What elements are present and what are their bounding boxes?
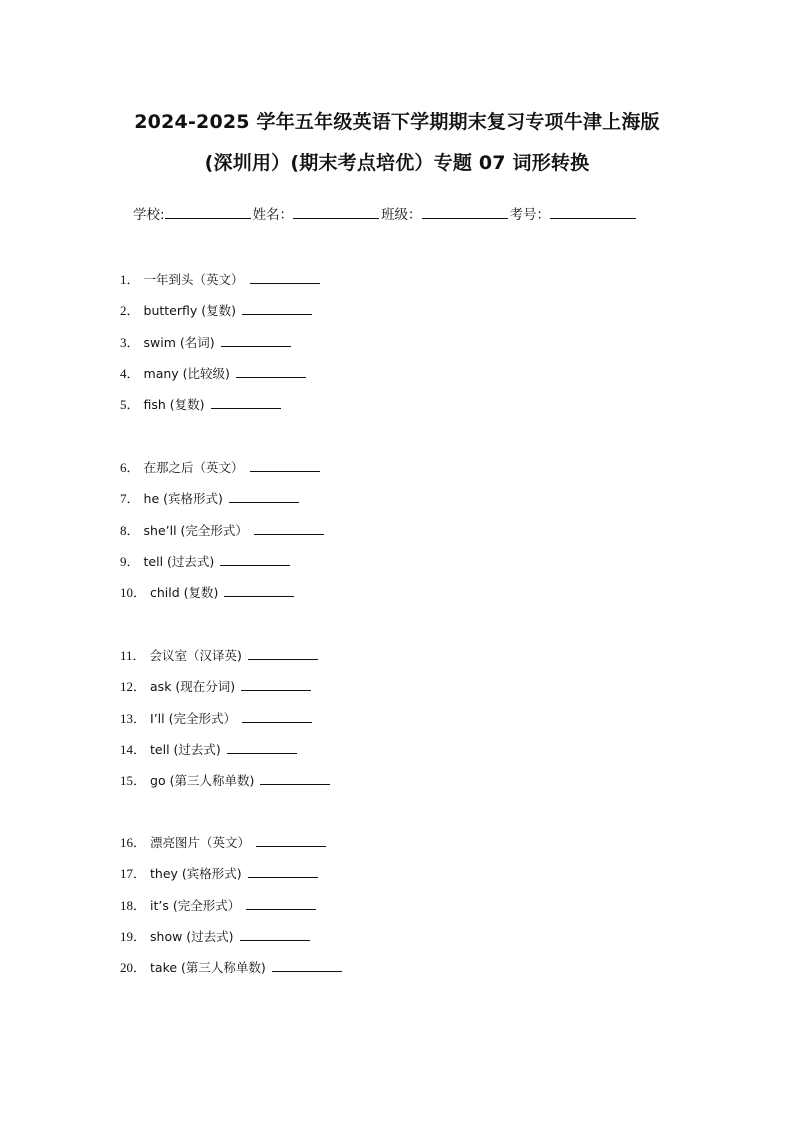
name-field bbox=[253, 203, 382, 223]
question-number: 17． bbox=[120, 866, 147, 882]
question-prompt: many (比较级) bbox=[143, 365, 230, 381]
question-prompt: show (过去式) bbox=[150, 928, 234, 944]
class-label: 班级： bbox=[381, 207, 422, 223]
question-prompt: butterfly (复数) bbox=[143, 303, 237, 319]
question-item bbox=[120, 957, 342, 976]
question-number: 5． bbox=[120, 397, 140, 413]
exam-number-field bbox=[510, 203, 639, 223]
question-prompt: 在那之后（英文） bbox=[143, 460, 244, 475]
question-number: 4． bbox=[120, 365, 140, 381]
page-title-line-2: (深圳用）(期末考点培优）专题 07 词形转换 bbox=[204, 152, 590, 174]
school-field bbox=[133, 203, 253, 223]
question-item bbox=[120, 645, 318, 664]
question-prompt: tell (过去式) bbox=[143, 553, 215, 569]
name-label: 姓名： bbox=[252, 207, 294, 223]
answer-blank[interactable] bbox=[229, 492, 299, 503]
question-prompt: they (宾格形式) bbox=[150, 866, 242, 882]
question-number: 19． bbox=[120, 928, 147, 944]
question-item bbox=[120, 457, 320, 476]
answer-blank[interactable] bbox=[242, 304, 312, 315]
answer-blank[interactable] bbox=[248, 867, 318, 878]
question-item bbox=[120, 895, 316, 914]
question-prompt: I’ll (完全形式） bbox=[150, 710, 236, 726]
answer-blank[interactable] bbox=[242, 712, 312, 723]
question-prompt: tell (过去式) bbox=[150, 741, 221, 757]
question-prompt: it’s (完全形式） bbox=[150, 897, 241, 913]
question-item bbox=[120, 300, 312, 319]
answer-blank[interactable] bbox=[254, 524, 324, 535]
answer-blank[interactable] bbox=[246, 899, 316, 910]
question-item bbox=[120, 488, 299, 507]
school-label: 学校: bbox=[133, 207, 165, 223]
question-number: 13． bbox=[120, 710, 147, 726]
question-item bbox=[120, 770, 330, 789]
name-blank[interactable] bbox=[293, 206, 379, 219]
answer-blank[interactable] bbox=[272, 961, 342, 972]
answer-blank[interactable] bbox=[241, 680, 311, 691]
question-number: 6． bbox=[120, 460, 140, 475]
question-number: 20． bbox=[120, 960, 147, 976]
question-prompt: 漂亮图片（英文） bbox=[150, 835, 251, 850]
exam-number-blank[interactable] bbox=[550, 206, 636, 219]
class-field bbox=[381, 203, 510, 223]
question-prompt: he (宾格形式) bbox=[143, 491, 223, 507]
answer-blank[interactable] bbox=[256, 836, 326, 847]
question-item bbox=[120, 582, 294, 601]
question-number: 12． bbox=[120, 679, 147, 695]
question-item bbox=[120, 363, 306, 382]
question-number: 2． bbox=[120, 303, 140, 319]
question-number: 11． bbox=[120, 648, 146, 663]
question-prompt: ask (现在分词) bbox=[150, 679, 236, 695]
answer-blank[interactable] bbox=[236, 367, 306, 378]
question-number: 1． bbox=[120, 272, 140, 287]
question-prompt: fish (复数) bbox=[143, 397, 205, 413]
question-prompt: take (第三人称单数) bbox=[150, 960, 266, 976]
question-item bbox=[120, 863, 318, 882]
question-number: 10． bbox=[120, 585, 147, 601]
question-number: 9． bbox=[120, 553, 140, 569]
question-item bbox=[120, 926, 310, 945]
question-item bbox=[120, 739, 297, 758]
question-item bbox=[120, 708, 312, 727]
question-item bbox=[120, 551, 290, 570]
question-item bbox=[120, 394, 281, 413]
question-item bbox=[120, 269, 320, 288]
school-blank[interactable] bbox=[165, 206, 251, 219]
question-prompt: swim (名词) bbox=[143, 334, 215, 350]
answer-blank[interactable] bbox=[248, 649, 318, 660]
class-blank[interactable] bbox=[422, 206, 508, 219]
answer-blank[interactable] bbox=[250, 461, 320, 472]
question-prompt: she’ll (完全形式） bbox=[143, 522, 248, 538]
question-prompt: go (第三人称单数) bbox=[150, 773, 255, 789]
question-prompt: 会议室（汉译英) bbox=[149, 648, 242, 663]
answer-blank[interactable] bbox=[260, 774, 330, 785]
page-title-line-1: 2024-2025 学年五年级英语下学期期末复习专项牛津上海版 bbox=[134, 111, 660, 133]
question-number: 18． bbox=[120, 897, 147, 913]
question-item bbox=[120, 520, 324, 539]
question-number: 15． bbox=[120, 773, 147, 789]
question-prompt: 一年到头（英文） bbox=[143, 272, 244, 287]
student-info-row bbox=[133, 203, 673, 223]
question-item bbox=[120, 676, 311, 695]
answer-blank[interactable] bbox=[224, 586, 294, 597]
answer-blank[interactable] bbox=[211, 398, 281, 409]
question-number: 7． bbox=[120, 491, 140, 507]
answer-blank[interactable] bbox=[221, 336, 291, 347]
answer-blank[interactable] bbox=[240, 930, 310, 941]
question-number: 8． bbox=[120, 522, 140, 538]
question-number: 14． bbox=[120, 741, 147, 757]
exam-number-label: 考号： bbox=[509, 207, 551, 223]
question-number: 16． bbox=[120, 835, 147, 850]
question-number: 3． bbox=[120, 334, 140, 350]
answer-blank[interactable] bbox=[227, 743, 297, 754]
answer-blank[interactable] bbox=[250, 273, 320, 284]
question-prompt: child (复数) bbox=[150, 585, 219, 601]
question-item bbox=[120, 332, 291, 351]
answer-blank[interactable] bbox=[220, 555, 290, 566]
question-item bbox=[120, 832, 326, 851]
